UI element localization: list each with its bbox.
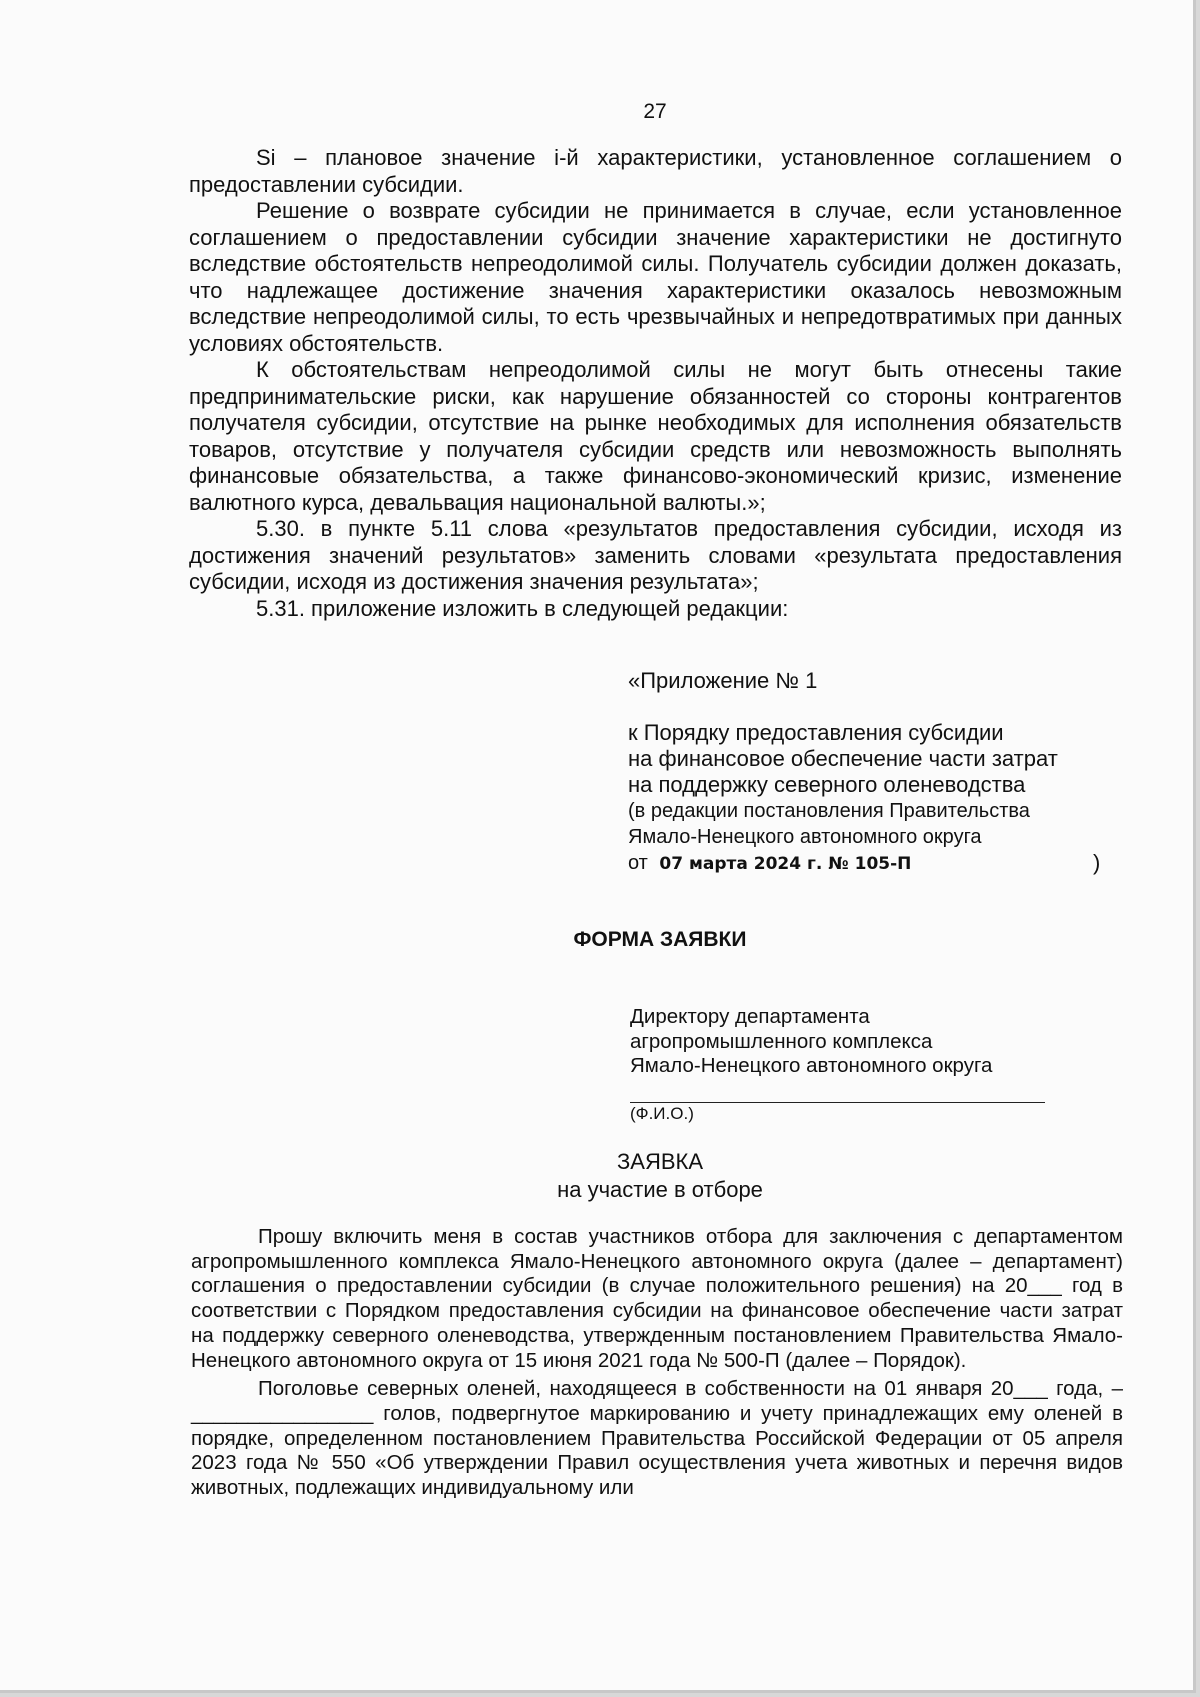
date-prefix: от [628,852,648,874]
appendix-title: «Приложение № 1 [628,668,818,693]
appendix-line: к Порядку предоставления субсидии [628,720,1004,745]
appendix-line: (в редакции постановления Правительства [628,800,1030,822]
fio-signature-line [630,1102,1045,1103]
page-number: 27 [643,100,667,123]
date-suffix: ) [1093,850,1101,875]
application-text [191,1225,1123,1505]
date-value: 07 марта 2024 г. № 105-П [659,854,912,874]
appendix-line: Ямало-Ненецкого автономного округа [628,826,982,848]
appendix-header [628,668,1128,694]
paragraph: Прошу включить меня в состав участников отбора для заключения с департаментом агропромышленного комплекса Ямало-Ненецкого автономного округа (далее – департамент) соглашения о предоставлении субсидии (в случае положительного решения) на 20___ год в соответствии с Порядком предоставления субсидии на финансовое обеспечение части затрат на поддержку северного оленеводства, утвержденным постановлением Правительства Ямало-Ненецкого автономного округа от 15 июня 2021 года № 500-П (далее – Порядок). [191,1225,1123,1372]
amendment-text [189,145,1122,622]
appendix-line: на финансовое обеспечение части затрат [628,746,1058,771]
paragraph: 5.30. в пункте 5.11 слова «результатов предоставления субсидии, исходя из достижения значений результатов» заменить словами «результата предоставления субсидии, исходя из достижения значения результата»; [189,516,1122,594]
paragraph: К обстоятельствам непреодолимой силы не могут быть отнесены такие предпринимательские риски, как нарушение обязанностей со стороны контрагентов получателя субсидии, отсутствие на рынке необходимых для исполнения обязательств товаров, отсутствие у получателя субсидии средств или невозможность выполнять финансовые обязательства, а также финансово-экономический кризис, изменение валютного курса, девальвация национальной валюты.»; [189,357,1122,515]
zayavka-subtitle: на участие в отборе [557,1177,763,1202]
paragraph: Поголовье северных оленей, находящееся в собственности на 01 января 20___ года, – ________________ голов, подвергнутое маркированию и учету принадлежащих ему оленей в порядке, определенном постановлением Правительства Российской Федерации от 05 апреля 2023 года № 550 «Об утверждении Правил осуществления учета животных и перечня видов животных, подлежащих индивидуальному или [191,1377,1123,1500]
fio-label: (Ф.И.О.) [630,1104,694,1123]
form-title: ФОРМА ЗАЯВКИ [573,928,747,951]
addressee-line: Ямало-Ненецкого автономного округа [630,1054,993,1077]
paragraph: Si – плановое значение i-й характеристики, установленное соглашением о предоставлении субсидии. [189,145,1122,197]
appendix-reference [628,720,1128,877]
paragraph: 5.31. приложение изложить в следующей редакции: [256,595,789,621]
paragraph: Решение о возврате субсидии не принимается в случае, если установленное соглашением о предоставлении субсидии значение характеристики не достигнуто вследствие обстоятельств непреодолимой силы. Получатель субсидии должен доказать, что надлежащее достижение значения характеристики оказалось невозможным вследствие непреодолимой силы, то есть чрезвычайных и непредотвратимых при данных условиях обстоятельств. [189,198,1122,356]
addressee-line: агропромышленного комплекса [630,1029,933,1053]
addressee-block [630,1005,992,1079]
zayavka-title: ЗАЯВКА [616,1149,703,1174]
appendix-date-line [628,850,1128,877]
addressee-line: Директору департамента [630,1005,870,1028]
appendix-line: на поддержку северного оленеводства [628,772,1026,797]
